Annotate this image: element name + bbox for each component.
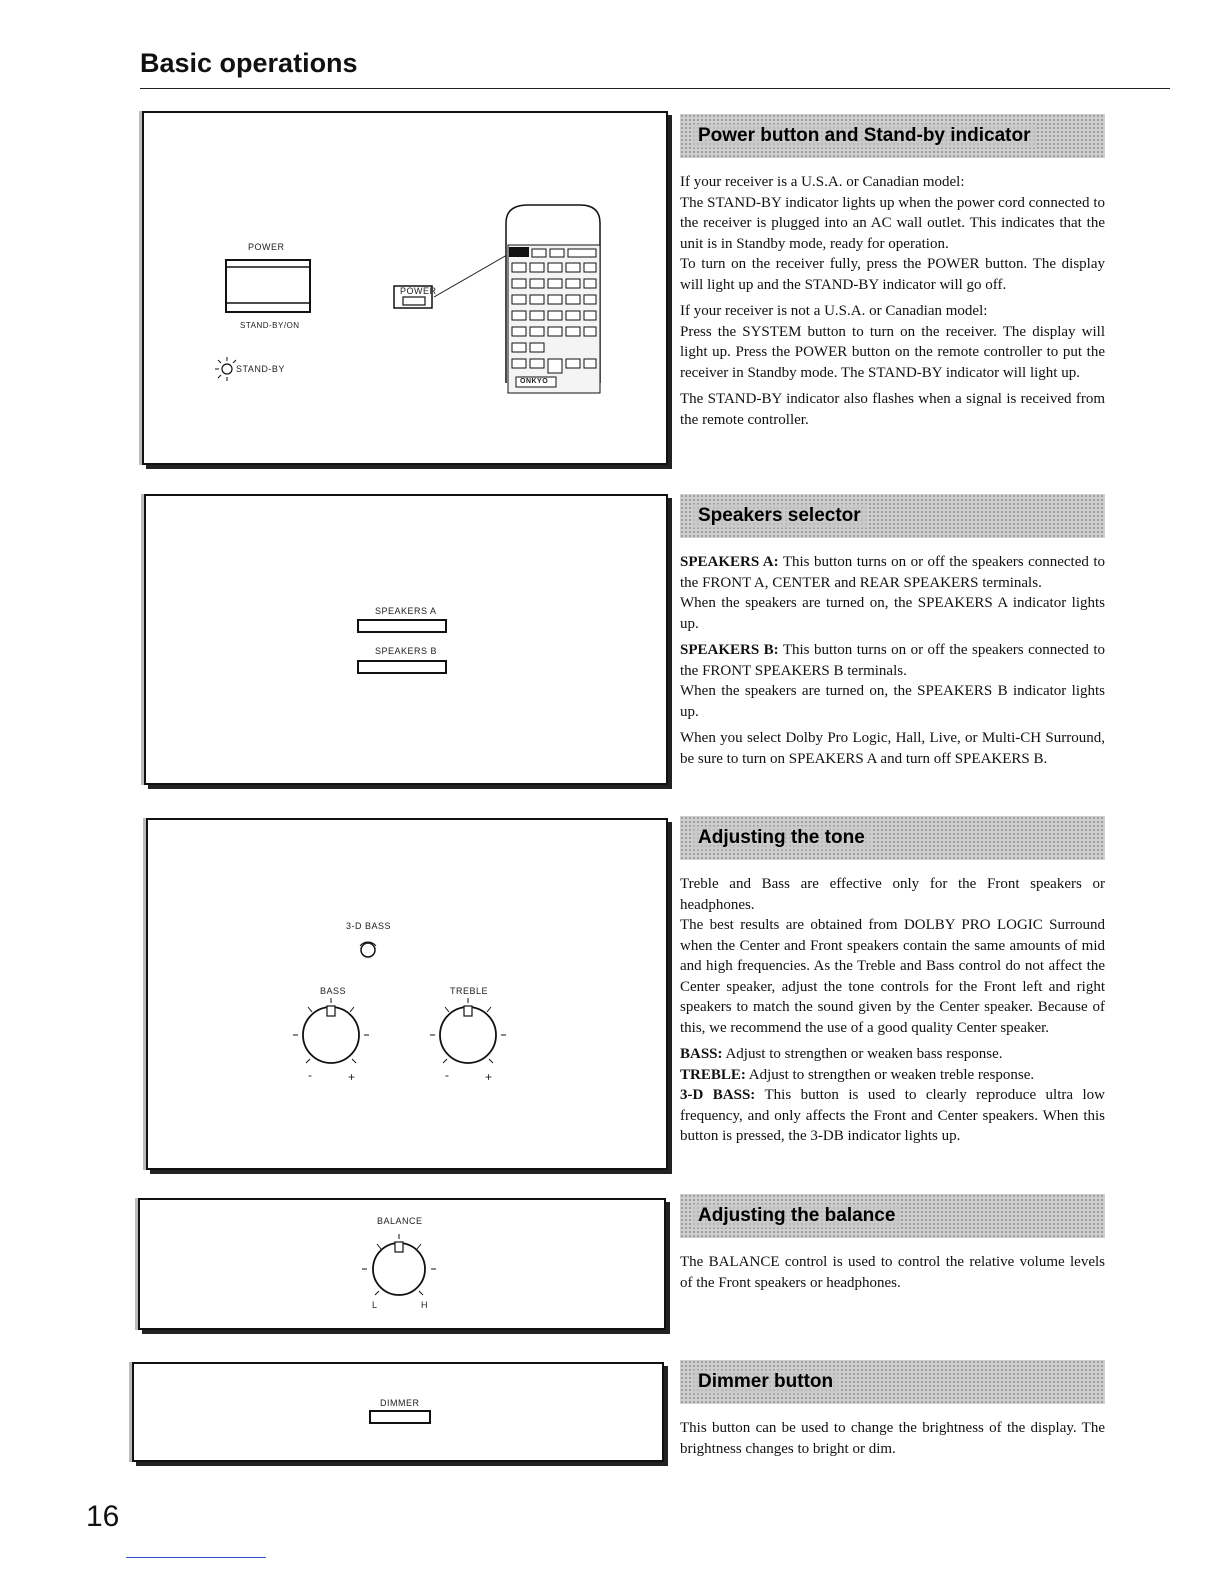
speakers-a-note: When the speakers are turned on, the SPEAKERS A indicator lights up. [680,595,1105,632]
tone-heading-band [680,816,1105,860]
footer-rule [126,1557,266,1558]
speakers-b-term: SPEAKERS B: [680,642,779,658]
speakers-b-label: SPEAKERS B [375,646,438,656]
bass-text: Adjust to strengthen or weaken bass response. [725,1046,1003,1062]
bass3d-text: This button is used to clearly reproduce ultra low frequency, and only affects the Front and Center speakers. When this button is pressed, the 3-DB indicator lights up. [680,1087,1105,1144]
standby-label: STAND-BY [236,364,285,374]
tone-paragraph: Treble and Bass are effective only for the Front speakers or headphones. [680,876,1105,913]
standby-led-icon [222,364,232,374]
speakers-a-term: SPEAKERS A: [680,554,779,570]
standby-on-label: STAND-BY/ON [240,321,300,330]
balance-knob [362,1234,436,1295]
dimmer-section [680,1360,1105,1465]
speakers-heading: Speakers selector [692,504,867,529]
speakers-section [680,494,1105,775]
balance-paragraph: The BALANCE control is used to control the relative volume levels of the Front speakers or headphones. [680,1254,1105,1291]
power-paragraph: If your receiver is a U.S.A. or Canadian model: [680,174,965,190]
bass-term: BASS: [680,1046,723,1062]
bass-paragraph [680,1044,1105,1065]
speakers-heading-band [680,494,1105,538]
speakers-note: When you select Dolby Pro Logic, Hall, Live, or Multi-CH Surround, be sure to turn on SPEAKERS A and turn off SPEAKERS B. [680,730,1105,767]
power-button [226,260,310,312]
treble-plus-label: + [485,1070,493,1084]
power-paragraph: Press the SYSTEM button to turn on the receiver. The display will light up. Press the POWER button on the remote controller to put the receiver in Standby mode. The STAND-BY indicator will light up. [680,323,1105,381]
bass3d-term: 3-D BASS: [680,1087,756,1103]
remote-brand-logo: ONKYO [520,378,549,385]
speakers-a-paragraph [680,552,1105,593]
dimmer-label: DIMMER [380,1398,420,1408]
tone-illustration-panel [146,818,668,1170]
power-paragraph: The STAND-BY indicator lights up when the power cord connected to the receiver is plugged into an AC wall outlet. This indicates that the unit is in Standby mode, ready for operation. [680,194,1105,252]
tone-section [680,816,1105,1153]
page-number: 16 [86,1500,120,1533]
bass3d-paragraph [680,1085,1105,1147]
speakers-b-paragraph [680,640,1105,681]
power-illustration-panel [142,111,668,465]
balance-heading-band [680,1194,1105,1238]
treble-knob [430,998,506,1063]
speakers-a-label: SPEAKERS A [375,606,437,616]
tone-paragraph: The best results are obtained from DOLBY PRO LOGIC Surround when the Center and Front speakers contain the same amounts of mid and high frequencies. As the Treble and Bass control do not affect the Center speaker, adjust the tone controls for the Front left and right speakers to match the sound given by the Center speaker. Because of this, we recommend the use of a good quality Center speaker. [680,917,1105,1036]
balance-label: BALANCE [377,1216,423,1226]
power-heading-band [680,114,1105,158]
treble-paragraph [680,1065,1105,1086]
bass-knob [293,998,369,1063]
power-paragraph: To turn on the receiver fully, press the POWER button. The display will light up and the STAND-BY indicator will go off. [680,256,1105,293]
bass3d-label: 3-D BASS [346,921,392,931]
tone-illustration [148,820,666,1168]
balance-heading: Adjusting the balance [692,1204,901,1229]
tone-heading: Adjusting the tone [692,826,871,851]
speakers-b-button [358,661,446,673]
speakers-illustration-panel [144,494,668,785]
bass-minus-label: - [308,1068,313,1082]
bass3d-button [361,943,375,957]
treble-term: TREBLE: [680,1066,746,1083]
dimmer-illustration [134,1364,662,1460]
title-rule [140,88,1170,89]
treble-label: TREBLE [450,986,489,996]
speakers-a-text: This button turns on or off the speakers connected to the FRONT A, CENTER and REAR SPEAKERS terminals. [680,554,1105,591]
balance-right-label: H [421,1300,428,1310]
bass-plus-label: + [348,1070,356,1084]
balance-section [680,1194,1105,1299]
power-section [680,114,1105,436]
treble-text: Adjust to strengthen or weaken treble response. [748,1066,1035,1083]
power-paragraph: The STAND-BY indicator also flashes when a signal is received from the remote controller. [680,391,1105,428]
remote-power-label: POWER [400,286,437,296]
dimmer-heading-band [680,1360,1105,1404]
page-title: Basic operations [140,48,358,78]
speakers-illustration [146,496,666,783]
power-label: POWER [248,242,285,252]
dimmer-illustration-panel [132,1362,664,1462]
speakers-a-button [358,620,446,632]
dimmer-button [370,1411,430,1423]
treble-minus-label: - [445,1068,450,1082]
dimmer-paragraph: This button can be used to change the brightness of the display. The brightness changes to bright or dim. [680,1420,1105,1457]
speakers-b-note: When the speakers are turned on, the SPEAKERS B indicator lights up. [680,683,1105,720]
power-paragraph: If your receiver is not a U.S.A. or Canadian model: [680,303,988,319]
power-heading: Power button and Stand-by indicator [692,124,1037,149]
balance-illustration-panel [138,1198,666,1330]
bass-label: BASS [320,986,347,996]
dimmer-heading: Dimmer button [692,1370,839,1395]
speakers-b-text: This button turns on or off the speakers connected to the FRONT SPEAKERS B terminals. [680,642,1105,679]
balance-left-label: L [372,1300,378,1310]
